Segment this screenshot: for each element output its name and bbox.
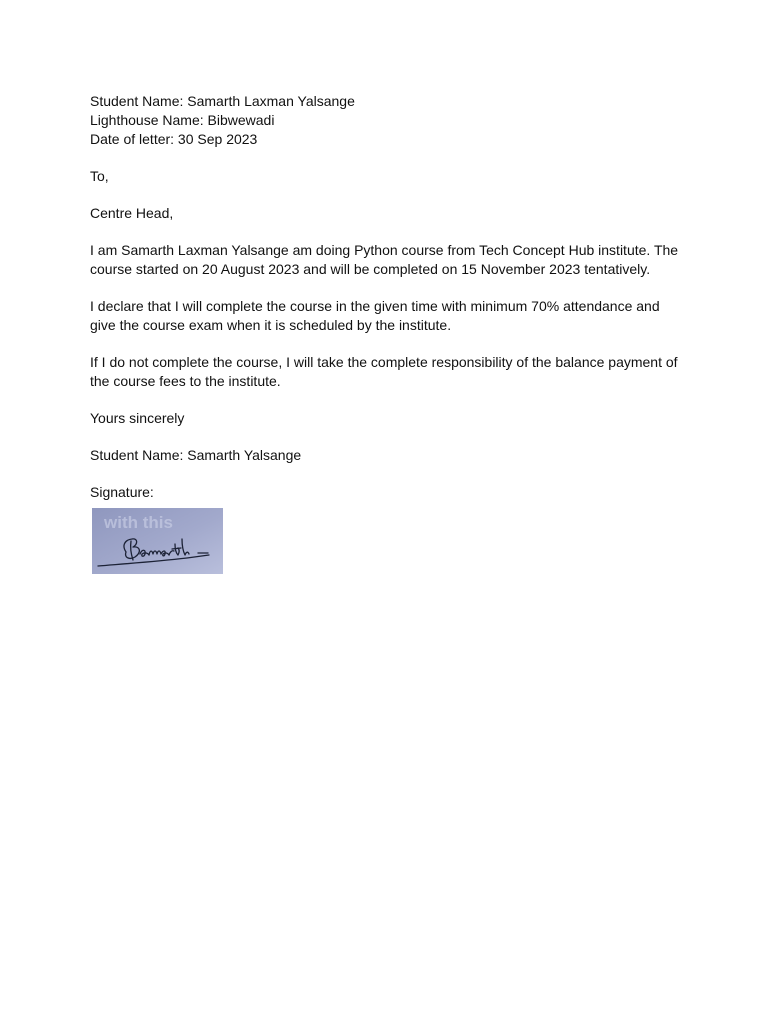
body-paragraph-2: I declare that I will complete the course in the given time with minimum 70% attendance and give the course exam when it is scheduled by the institute.: [90, 298, 660, 333]
salutation-to: To,: [90, 168, 109, 184]
signature-image: [92, 508, 223, 574]
date-of-letter-line: Date of letter: 30 Sep 2023: [90, 131, 258, 147]
signature-background-text: with this: [104, 513, 173, 532]
signature-label: Signature:: [90, 484, 154, 500]
footer-student-name-line: Student Name: Samarth Yalsange: [90, 447, 302, 463]
closing-line: Yours sincerely: [90, 410, 185, 426]
signature-svg: [92, 508, 223, 574]
letter-body: [90, 92, 680, 502]
student-name-line: Student Name: Samarth Laxman Yalsange: [90, 93, 355, 109]
body-paragraph-3: If I do not complete the course, I will take the complete responsibility of the balance payment of the course fees to the institute.: [90, 354, 678, 389]
lighthouse-name-line: Lighthouse Name: Bibwewadi: [90, 112, 275, 128]
recipient-line: Centre Head,: [90, 205, 174, 221]
body-paragraph-1: I am Samarth Laxman Yalsange am doing Python course from Tech Concept Hub institute. The course started on 20 August 2023 and will be completed on 15 November 2023 tentatively.: [90, 242, 679, 277]
